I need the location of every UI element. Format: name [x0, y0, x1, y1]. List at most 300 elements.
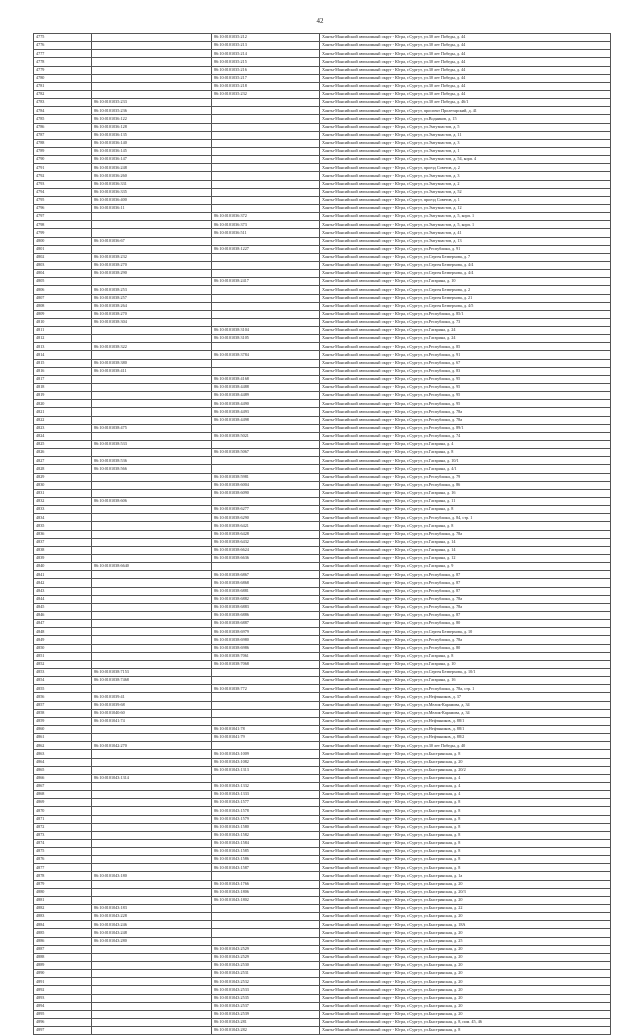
land-cadastral-number-cell: [92, 799, 212, 807]
building-cadastral-number-cell: 86:10:0101043:2539: [212, 1010, 320, 1018]
building-cadastral-number-cell: 86:10:0101043:1802: [212, 896, 320, 904]
row-number-cell: 4817: [34, 375, 92, 383]
table-row: [34, 180, 611, 188]
land-cadastral-number-cell: [92, 766, 212, 774]
table-row: [34, 962, 611, 970]
building-cadastral-number-cell: 86:10:0101041:79: [212, 734, 320, 742]
table-row: [34, 1019, 611, 1027]
table-row: [34, 400, 611, 408]
building-cadastral-number-cell: [212, 367, 320, 375]
row-number-cell: 4837: [34, 538, 92, 546]
row-number-cell: 4805: [34, 278, 92, 286]
land-cadastral-number-cell: 86:10:0101038:536: [92, 457, 212, 465]
table-row: [34, 587, 611, 595]
building-cadastral-number-cell: 86:10:0101043:2529: [212, 953, 320, 961]
table-row: [34, 335, 611, 343]
row-number-cell: 4896: [34, 1019, 92, 1027]
table-row: [34, 994, 611, 1002]
building-cadastral-number-cell: [212, 693, 320, 701]
table-row: [34, 807, 611, 815]
building-cadastral-number-cell: 86:10:0101038:6886: [212, 611, 320, 619]
address-cell: Ханты-Мансийский автономный округ - Югра, г.Сургут, ул.Быстринская, д. 20/3: [320, 888, 611, 896]
land-cadastral-number-cell: [92, 221, 212, 229]
table-row: [34, 449, 611, 457]
land-cadastral-number-cell: [92, 839, 212, 847]
row-number-cell: 4897: [34, 1027, 92, 1035]
building-cadastral-number-cell: [212, 310, 320, 318]
address-cell: Ханты-Мансийский автономный округ - Югра, г.Сургут, ул.Сергея Безверхова, д. 4/4: [320, 270, 611, 278]
address-cell: Ханты-Мансийский автономный округ - Югра, г.Сургут, ул.Быстринская, д. 8: [320, 864, 611, 872]
address-cell: Ханты-Мансийский автономный округ - Югра, г.Сургут, ул.Быстринская, д. 8, пом. 45, 46: [320, 1019, 611, 1027]
land-cadastral-number-cell: 86:10:0101043:228: [92, 913, 212, 921]
table-row: [34, 839, 611, 847]
address-cell: Ханты-Мансийский автономный округ - Югра, г.Сургут, ул.30 лет Победы, д. 44: [320, 50, 611, 58]
building-cadastral-number-cell: [212, 465, 320, 473]
building-cadastral-number-cell: [212, 343, 320, 351]
land-cadastral-number-cell: [92, 449, 212, 457]
land-cadastral-number-cell: [92, 856, 212, 864]
row-number-cell: 4775: [34, 34, 92, 42]
address-cell: Ханты-Мансийский автономный округ - Югра, г.Сургут, ул.Быстринская, д. 4: [320, 774, 611, 782]
land-cadastral-number-cell: [92, 660, 212, 668]
address-cell: Ханты-Мансийский автономный округ - Югра, г.Сургут, ул.Быстринская, д. 20: [320, 896, 611, 904]
building-cadastral-number-cell: [212, 196, 320, 204]
building-cadastral-number-cell: 86:10:0101038:7068: [212, 660, 320, 668]
table-row: [34, 270, 611, 278]
row-number-cell: 4892: [34, 986, 92, 994]
land-cadastral-number-cell: [92, 644, 212, 652]
table-row: [34, 603, 611, 611]
row-number-cell: 4804: [34, 270, 92, 278]
address-cell: Ханты-Мансийский автономный округ - Югра, г.Сургут, ул.Энтузиастов, д. 5, корп. 1: [320, 213, 611, 221]
land-cadastral-number-cell: [92, 408, 212, 416]
building-cadastral-number-cell: 86:10:0101043:281: [212, 1019, 320, 1027]
land-cadastral-number-cell: [92, 1002, 212, 1010]
table-row: [34, 58, 611, 66]
building-cadastral-number-cell: [212, 701, 320, 709]
land-cadastral-number-cell: 86:10:0101036:67: [92, 237, 212, 245]
table-row: [34, 139, 611, 147]
address-cell: Ханты-Мансийский автономный округ - Югра, г.Сургут, ул.30 лет Победы, д. 44: [320, 34, 611, 42]
building-cadastral-number-cell: 86:10:0101038:3104: [212, 327, 320, 335]
address-cell: Ханты-Мансийский автономный округ - Югра, г.Сургут, проезд Советов, д. 2: [320, 164, 611, 172]
land-cadastral-number-cell: [92, 489, 212, 497]
address-cell: Ханты-Мансийский автономный округ - Югра, г.Сургут, ул.Энтузиастов, д. 41: [320, 229, 611, 237]
table-row: [34, 465, 611, 473]
building-cadastral-number-cell: 86:10:0101038:3105: [212, 335, 320, 343]
building-cadastral-number-cell: [212, 913, 320, 921]
building-cadastral-number-cell: [212, 441, 320, 449]
address-cell: Ханты-Мансийский автономный округ - Югра, г.Сургут, ул.Быстринская, д. 20: [320, 880, 611, 888]
table-row: [34, 343, 611, 351]
table-row: [34, 668, 611, 676]
table-row: [34, 750, 611, 758]
land-cadastral-number-cell: [92, 506, 212, 514]
address-cell: Ханты-Мансийский автономный округ - Югра, г.Сургут, ул.Республики, д. 86: [320, 481, 611, 489]
row-number-cell: 4873: [34, 831, 92, 839]
table-row: [34, 237, 611, 245]
row-number-cell: 4880: [34, 888, 92, 896]
row-number-cell: 4839: [34, 555, 92, 563]
row-number-cell: 4845: [34, 603, 92, 611]
land-cadastral-number-cell: 86:10:0101038:257: [92, 294, 212, 302]
land-cadastral-number-cell: [92, 1010, 212, 1018]
building-cadastral-number-cell: 86:10:0101038:4490: [212, 400, 320, 408]
table-row: [34, 693, 611, 701]
building-cadastral-number-cell: 86:10:0101043:1585: [212, 848, 320, 856]
land-cadastral-number-cell: 86:10:0101036:335: [92, 188, 212, 196]
land-cadastral-number-cell: 86:10:0101040:60: [92, 709, 212, 717]
land-cadastral-number-cell: 86:10:0101038:606: [92, 498, 212, 506]
building-cadastral-number-cell: 86:10:0101038:6428: [212, 530, 320, 538]
address-cell: Ханты-Мансийский автономный округ - Югра, г.Сургут, ул.Быстринская, д. 4: [320, 782, 611, 790]
address-cell: Ханты-Мансийский автономный округ - Югра, г.Сургут, ул.Гагарина, д. 14: [320, 538, 611, 546]
address-cell: Ханты-Мансийский автономный округ - Югра, г.Сургут, ул.Республики, д. 78а: [320, 408, 611, 416]
building-cadastral-number-cell: [212, 253, 320, 261]
address-cell: Ханты-Мансийский автономный округ - Югра, г.Сургут, ул.Быстринская, д. 8: [320, 1027, 611, 1035]
building-cadastral-number-cell: 86:10:0101038:6979: [212, 628, 320, 636]
building-cadastral-number-cell: 86:10:0101038:6883: [212, 603, 320, 611]
table-row: [34, 791, 611, 799]
table-row: [34, 327, 611, 335]
land-cadastral-number-cell: 86:10:0101036:248: [92, 164, 212, 172]
land-cadastral-number-cell: [92, 896, 212, 904]
row-number-cell: 4818: [34, 384, 92, 392]
address-cell: Ханты-Мансийский автономный округ - Югра, г.Сургут, ул.Гагарина, д. 9: [320, 563, 611, 571]
row-number-cell: 4836: [34, 530, 92, 538]
table-row: [34, 50, 611, 58]
table-row: [34, 986, 611, 994]
row-number-cell: 4864: [34, 758, 92, 766]
address-cell: Ханты-Мансийский автономный округ - Югра, г.Сургут, ул.Мелик-Карамова, д. 34: [320, 701, 611, 709]
row-number-cell: 4797: [34, 213, 92, 221]
table-row: [34, 953, 611, 961]
table-row: [34, 888, 611, 896]
building-cadastral-number-cell: 86:10:0101038:3784: [212, 351, 320, 359]
land-cadastral-number-cell: [92, 725, 212, 733]
row-number-cell: 4865: [34, 766, 92, 774]
address-cell: Ханты-Мансийский автономный округ - Югра, г.Сургут, ул.Быстринская, д. 20: [320, 962, 611, 970]
address-cell: Ханты-Мансийский автономный округ - Югра, г.Сургут, ул.Республики, д. 78а: [320, 595, 611, 603]
land-cadastral-number-cell: [92, 229, 212, 237]
row-number-cell: 4806: [34, 286, 92, 294]
land-cadastral-number-cell: 86:10:0101043:180: [92, 872, 212, 880]
table-row: [34, 408, 611, 416]
table-row: [34, 302, 611, 310]
table-row: [34, 424, 611, 432]
address-cell: Ханты-Мансийский автономный округ - Югра, г.Сургут, ул.Гагарина, д. 24: [320, 335, 611, 343]
building-cadastral-number-cell: [212, 774, 320, 782]
address-cell: Ханты-Мансийский автономный округ - Югра, г.Сургут, ул.Энтузиастов, д. 1: [320, 147, 611, 155]
address-cell: Ханты-Мансийский автономный округ - Югра, г.Сургут, ул.Сергея Безверхова, д. 4/5: [320, 302, 611, 310]
building-cadastral-number-cell: 86:10:0101043:1577: [212, 799, 320, 807]
address-cell: Ханты-Мансийский автономный округ - Югра, г.Сургут, ул.Быстринская, д. 20: [320, 953, 611, 961]
land-cadastral-number-cell: [92, 758, 212, 766]
building-cadastral-number-cell: 86:10:0101038:6624: [212, 546, 320, 554]
table-row: [34, 848, 611, 856]
table-row: [34, 701, 611, 709]
page-number: 42: [316, 17, 324, 25]
row-number-cell: 4859: [34, 717, 92, 725]
row-number-cell: 4791: [34, 164, 92, 172]
address-cell: Ханты-Мансийский автономный округ - Югра, г.Сургут, ул.Республики, д. 79: [320, 473, 611, 481]
table-row: [34, 351, 611, 359]
table-row: [34, 620, 611, 628]
address-cell: Ханты-Мансийский автономный округ - Югра, г.Сургут, ул.Энтузиастов, д. 3: [320, 172, 611, 180]
table-row: [34, 872, 611, 880]
registry-table-body: [34, 34, 611, 1035]
land-cadastral-number-cell: [92, 392, 212, 400]
row-number-cell: 4827: [34, 457, 92, 465]
row-number-cell: 4838: [34, 546, 92, 554]
address-cell: Ханты-Мансийский автономный округ - Югра, г.Сургут, ул.Республики, д. 80: [320, 644, 611, 652]
table-row: [34, 563, 611, 571]
building-cadastral-number-cell: [212, 204, 320, 212]
table-row: [34, 734, 611, 742]
row-number-cell: 4874: [34, 839, 92, 847]
row-number-cell: 4895: [34, 1010, 92, 1018]
row-number-cell: 4857: [34, 701, 92, 709]
land-cadastral-number-cell: [92, 685, 212, 693]
building-cadastral-number-cell: [212, 668, 320, 676]
land-cadastral-number-cell: [92, 1027, 212, 1035]
row-number-cell: 4778: [34, 58, 92, 66]
building-cadastral-number-cell: [212, 99, 320, 107]
address-cell: Ханты-Мансийский автономный округ - Югра, г.Сургут, ул.Гагарина, д. 8: [320, 449, 611, 457]
building-cadastral-number-cell: [212, 139, 320, 147]
address-cell: Ханты-Мансийский автономный округ - Югра, г.Сургут, ул.Быстринская, д. 20: [320, 994, 611, 1002]
address-cell: Ханты-Мансийский автономный округ - Югра, г.Сургут, ул.Быстринская, д. 25: [320, 937, 611, 945]
building-cadastral-number-cell: 86:10:0101038:6867: [212, 571, 320, 579]
table-row: [34, 74, 611, 82]
address-cell: Ханты-Мансийский автономный округ - Югра, г.Сургут, ул.30 лет Победы, д. 44: [320, 74, 611, 82]
building-cadastral-number-cell: [212, 709, 320, 717]
building-cadastral-number-cell: 86:10:0101043:2530: [212, 962, 320, 970]
row-number-cell: 4890: [34, 970, 92, 978]
building-cadastral-number-cell: 86:10:0101038:4498: [212, 416, 320, 424]
table-row: [34, 766, 611, 774]
row-number-cell: 4866: [34, 774, 92, 782]
building-cadastral-number-cell: 86:10:0101043:2537: [212, 1002, 320, 1010]
building-cadastral-number-cell: 86:10:0101038:6290: [212, 514, 320, 522]
address-cell: Ханты-Мансийский автономный округ - Югра, г.Сургут, ул.Республики, д. 85/1: [320, 310, 611, 318]
table-row: [34, 929, 611, 937]
table-row: [34, 34, 611, 42]
row-number-cell: 4776: [34, 42, 92, 50]
table-row: [34, 196, 611, 204]
table-row: [34, 432, 611, 440]
row-number-cell: 4852: [34, 660, 92, 668]
table-row: [34, 66, 611, 74]
building-cadastral-number-cell: [212, 188, 320, 196]
row-number-cell: 4792: [34, 172, 92, 180]
row-number-cell: 4833: [34, 506, 92, 514]
building-cadastral-number-cell: [212, 294, 320, 302]
address-cell: Ханты-Мансийский автономный округ - Югра, г.Сургут, ул.Республики, д. 78а: [320, 416, 611, 424]
building-cadastral-number-cell: 86:10:0101038:6881: [212, 587, 320, 595]
address-cell: Ханты-Мансийский автономный округ - Югра, г.Сургут, ул.Нефтяников, д. 37: [320, 693, 611, 701]
row-number-cell: 4800: [34, 237, 92, 245]
row-number-cell: 4840: [34, 563, 92, 571]
land-cadastral-number-cell: 86:10:0101038:533: [92, 441, 212, 449]
land-cadastral-number-cell: [92, 530, 212, 538]
building-cadastral-number-cell: 86:10:0101043:1332: [212, 782, 320, 790]
row-number-cell: 4834: [34, 514, 92, 522]
building-cadastral-number-cell: [212, 457, 320, 465]
row-number-cell: 4887: [34, 945, 92, 953]
row-number-cell: 4781: [34, 82, 92, 90]
building-cadastral-number-cell: 86:10:0101043:1806: [212, 888, 320, 896]
row-number-cell: 4826: [34, 449, 92, 457]
address-cell: Ханты-Мансийский автономный округ - Югра, г.Сургут, ул.Республики, д. 91: [320, 245, 611, 253]
address-cell: Ханты-Мансийский автономный округ - Югра, г.Сургут, ул.Республики, д. 80: [320, 620, 611, 628]
table-row: [34, 522, 611, 530]
building-cadastral-number-cell: [212, 164, 320, 172]
address-cell: Ханты-Мансийский автономный округ - Югра, г.Сургут, ул.Сергея Безверхова, д. 10/1: [320, 668, 611, 676]
table-row: [34, 457, 611, 465]
table-row: [34, 286, 611, 294]
address-cell: Ханты-Мансийский автономный округ - Югра, г.Сургут, ул.Республики, д. 87: [320, 611, 611, 619]
row-number-cell: 4815: [34, 359, 92, 367]
address-cell: Ханты-Мансийский автономный округ - Югра, г.Сургут, ул.Республики, д. 83: [320, 367, 611, 375]
building-cadastral-number-cell: 86:10:0101043:1586: [212, 856, 320, 864]
land-cadastral-number-cell: [92, 994, 212, 1002]
building-cadastral-number-cell: 86:10:0101038:6887: [212, 620, 320, 628]
address-cell: Ханты-Мансийский автономный округ - Югра, г.Сургут, ул.Республики, д. 78а: [320, 636, 611, 644]
address-cell: Ханты-Мансийский автономный округ - Югра, г.Сургут, ул.30 лет Победы, д. 40: [320, 742, 611, 750]
building-cadastral-number-cell: 86:10:0101043:1582: [212, 831, 320, 839]
building-cadastral-number-cell: [212, 131, 320, 139]
table-row: [34, 164, 611, 172]
land-cadastral-number-cell: 86:10:0101036:135: [92, 131, 212, 139]
building-cadastral-number-cell: [212, 359, 320, 367]
table-row: [34, 498, 611, 506]
land-cadastral-number-cell: [92, 90, 212, 98]
row-number-cell: 4816: [34, 367, 92, 375]
building-cadastral-number-cell: 86:10:0101038:5021: [212, 432, 320, 440]
building-cadastral-number-cell: 86:10:0101043:1587: [212, 864, 320, 872]
address-cell: Ханты-Мансийский автономный округ - Югра, г.Сургут, ул.Республики, д. 84, стр. 1: [320, 514, 611, 522]
building-cadastral-number-cell: [212, 156, 320, 164]
land-cadastral-number-cell: [92, 579, 212, 587]
table-row: [34, 880, 611, 888]
land-cadastral-number-cell: 86:10:0101035:236: [92, 107, 212, 115]
address-cell: Ханты-Мансийский автономный округ - Югра, г.Сургут, ул.Энтузиастов, д. 5, корп. 1: [320, 221, 611, 229]
building-cadastral-number-cell: [212, 318, 320, 326]
table-row: [34, 204, 611, 212]
address-cell: Ханты-Мансийский автономный округ - Югра, г.Сургут, ул.Быстринская, д. 20: [320, 970, 611, 978]
land-cadastral-number-cell: [92, 986, 212, 994]
address-cell: Ханты-Мансийский автономный округ - Югра, г.Сургут, ул.Гагарина, д. 10: [320, 278, 611, 286]
address-cell: Ханты-Мансийский автономный округ - Югра, г.Сургут, ул.Нефтяников, д. 88/2: [320, 734, 611, 742]
address-cell: Ханты-Мансийский автономный округ - Югра, г.Сургут, ул.Гагарина, д. 8: [320, 522, 611, 530]
building-cadastral-number-cell: 86:10:0101038:1227: [212, 245, 320, 253]
row-number-cell: 4882: [34, 905, 92, 913]
row-number-cell: 4793: [34, 180, 92, 188]
address-cell: Ханты-Мансийский автономный округ - Югра, г.Сургут, ул.Быстринская, д. 8: [320, 815, 611, 823]
building-cadastral-number-cell: 86:10:0101041:78: [212, 725, 320, 733]
table-row: [34, 172, 611, 180]
building-cadastral-number-cell: 86:10:0101038:5981: [212, 473, 320, 481]
table-row: [34, 546, 611, 554]
land-cadastral-number-cell: [92, 335, 212, 343]
land-cadastral-number-cell: [92, 34, 212, 42]
table-row: [34, 1002, 611, 1010]
table-row: [34, 147, 611, 155]
table-row: [34, 107, 611, 115]
row-number-cell: 4785: [34, 115, 92, 123]
row-number-cell: 4889: [34, 962, 92, 970]
land-cadastral-number-cell: [92, 58, 212, 66]
land-cadastral-number-cell: 86:10:0101043:183: [92, 905, 212, 913]
row-number-cell: 4823: [34, 424, 92, 432]
land-cadastral-number-cell: [92, 1019, 212, 1027]
land-cadastral-number-cell: 86:10:0101035:233: [92, 99, 212, 107]
land-cadastral-number-cell: 86:10:0101038:380: [92, 359, 212, 367]
land-cadastral-number-cell: [92, 416, 212, 424]
address-cell: Ханты-Мансийский автономный округ - Югра, г.Сургут, ул.Гагарина, д. 10: [320, 660, 611, 668]
land-cadastral-number-cell: 86:10:0101043:280: [92, 937, 212, 945]
address-cell: Ханты-Мансийский автономный округ - Югра, г.Сургут, ул.Республики, д. 87: [320, 587, 611, 595]
building-cadastral-number-cell: [212, 424, 320, 432]
land-cadastral-number-cell: 86:10:0101041:74: [92, 717, 212, 725]
table-row: [34, 685, 611, 693]
building-cadastral-number-cell: 86:10:0101043:2531: [212, 970, 320, 978]
row-number-cell: 4863: [34, 750, 92, 758]
land-cadastral-number-cell: [92, 50, 212, 58]
land-cadastral-number-cell: 86:10:0101043:246: [92, 921, 212, 929]
building-cadastral-number-cell: 86:10:0101035:216: [212, 66, 320, 74]
land-cadastral-number-cell: [92, 782, 212, 790]
table-row: [34, 506, 611, 514]
address-cell: Ханты-Мансийский автономный округ - Югра, г.Сургут, ул.30 лет Победы, д. 46/1: [320, 99, 611, 107]
land-cadastral-number-cell: [92, 432, 212, 440]
table-row: [34, 945, 611, 953]
row-number-cell: 4829: [34, 473, 92, 481]
row-number-cell: 4789: [34, 147, 92, 155]
building-cadastral-number-cell: [212, 270, 320, 278]
land-cadastral-number-cell: [92, 823, 212, 831]
address-cell: Ханты-Мансийский автономный округ - Югра, г.Сургут, ул.Быстринская, д. 8: [320, 799, 611, 807]
land-cadastral-number-cell: [92, 213, 212, 221]
address-cell: Ханты-Мансийский автономный округ - Югра, г.Сургут, ул.Быстринская, д. 8: [320, 831, 611, 839]
row-number-cell: 4860: [34, 725, 92, 733]
row-number-cell: 4842: [34, 579, 92, 587]
row-number-cell: 4807: [34, 294, 92, 302]
address-cell: Ханты-Мансийский автономный округ - Югра, г.Сургут, ул.Гагарина, д. 14: [320, 546, 611, 554]
land-cadastral-number-cell: [92, 587, 212, 595]
land-cadastral-number-cell: [92, 546, 212, 554]
land-cadastral-number-cell: [92, 888, 212, 896]
building-cadastral-number-cell: 86:10:0101035:217: [212, 74, 320, 82]
address-cell: Ханты-Мансийский автономный округ - Югра, г.Сургут, ул.Быстринская, д. 8: [320, 839, 611, 847]
table-row: [34, 970, 611, 978]
row-number-cell: 4894: [34, 1002, 92, 1010]
row-number-cell: 4802: [34, 253, 92, 261]
building-cadastral-number-cell: [212, 107, 320, 115]
building-cadastral-number-cell: 86:10:0101036:511: [212, 229, 320, 237]
building-cadastral-number-cell: 86:10:0101035:213: [212, 42, 320, 50]
building-cadastral-number-cell: [212, 172, 320, 180]
row-number-cell: 4798: [34, 221, 92, 229]
row-number-cell: 4780: [34, 74, 92, 82]
building-cadastral-number-cell: 86:10:0101043:2532: [212, 978, 320, 986]
land-cadastral-number-cell: 86:10:0101038:253: [92, 286, 212, 294]
table-row: [34, 1027, 611, 1035]
table-row: [34, 742, 611, 750]
table-row: [34, 978, 611, 986]
address-cell: Ханты-Мансийский автономный округ - Югра, г.Сургут, ул.Быстринская, д. 20: [320, 913, 611, 921]
